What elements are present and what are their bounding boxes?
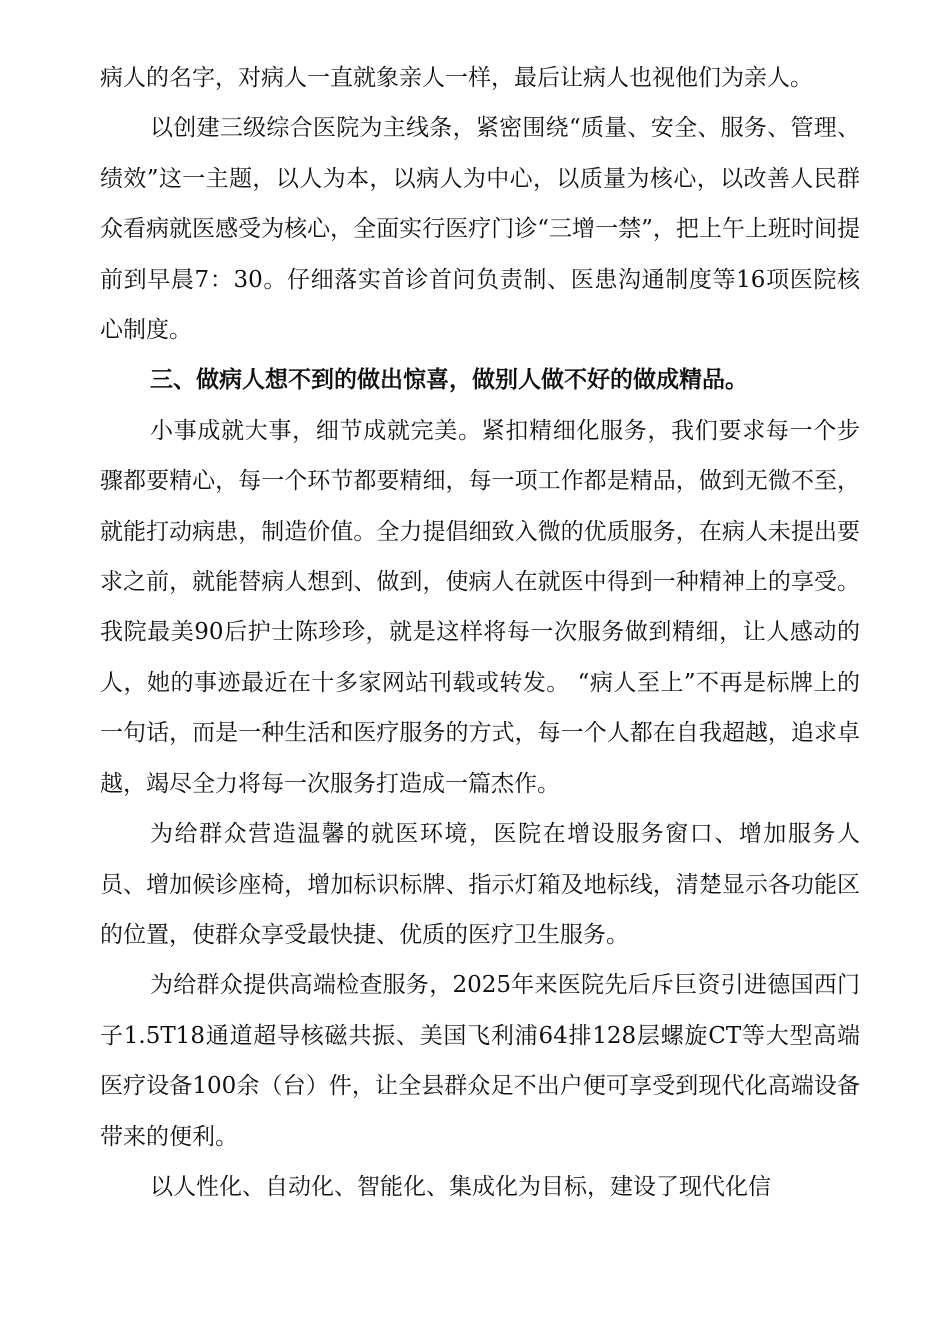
paragraph-refined-service: 小事成就大事，细节成就完美。紧扣精细化服务，我们要求每一个步骤都要精心，每一个环节都要精细，每一项工作都是精品，做到无微不至，就能打动病患，制造价值。全力提倡细致入微的优质服务，在病人未提出要求之前，就能替病人想到、做到，使病人在就医中得到一种精神上的享受。我院最美90后护士陈珍珍，就是这样将每一次服务做到精细，让人感动的人，她的事迹最近在十多家网站刊载或转发。 “病人至上”不再是标牌上的一句话，而是一种生活和医疗服务的方式，每一个人都在自我超越，追求卓越，竭尽全力将每一次服务打造成一篇杰作。 [100,417,860,797]
paragraph-continuation: 病人的名字，对病人一直就象亲人一样，最后让病人也视他们为亲人。 [100,65,813,91]
section-heading-three: 三、做病人想不到的做出惊喜，做别人做不好的做成精品。 [150,366,748,394]
paragraph-equipment: 为给群众提供高端检查服务，2025年来医院先后斥巨资引进德国西门子1.5T18通道超导核磁共振、美国飞利浦64排128层螺旋CT等大型高端医疗设备100余（台）件，让全县群众足不出户便可享受到现代化高端设备带来的便利。 [100,972,860,1150]
paragraph-informatization: 以人性化、自动化、智能化、集成化为目标，建设了现代化信 [150,1173,771,1200]
paragraph-hospital-goals: 以创建三级综合医院为主线条，紧密围绕“质量、安全、服务、管理、绩效”这一主题，以人为本，以病人为中心，以质量为核心，以改善人民群众看病就医感受为核心，全面实行医疗门诊“三增一禁”，把上午上班时间提前到早晨7：30。仔细落实首诊首问负责制、医患沟通制度等16项医院核心制度。 [100,115,860,344]
document-page [100,53,860,1212]
paragraph-environment: 为给群众营造温馨的就医环境，医院在增设服务窗口、增加服务人员、增加候诊座椅，增加标识标牌、指示灯箱及地标线，清楚显示各功能区的位置，使群众享受最快捷、优质的医疗卫生服务。 [100,821,860,948]
